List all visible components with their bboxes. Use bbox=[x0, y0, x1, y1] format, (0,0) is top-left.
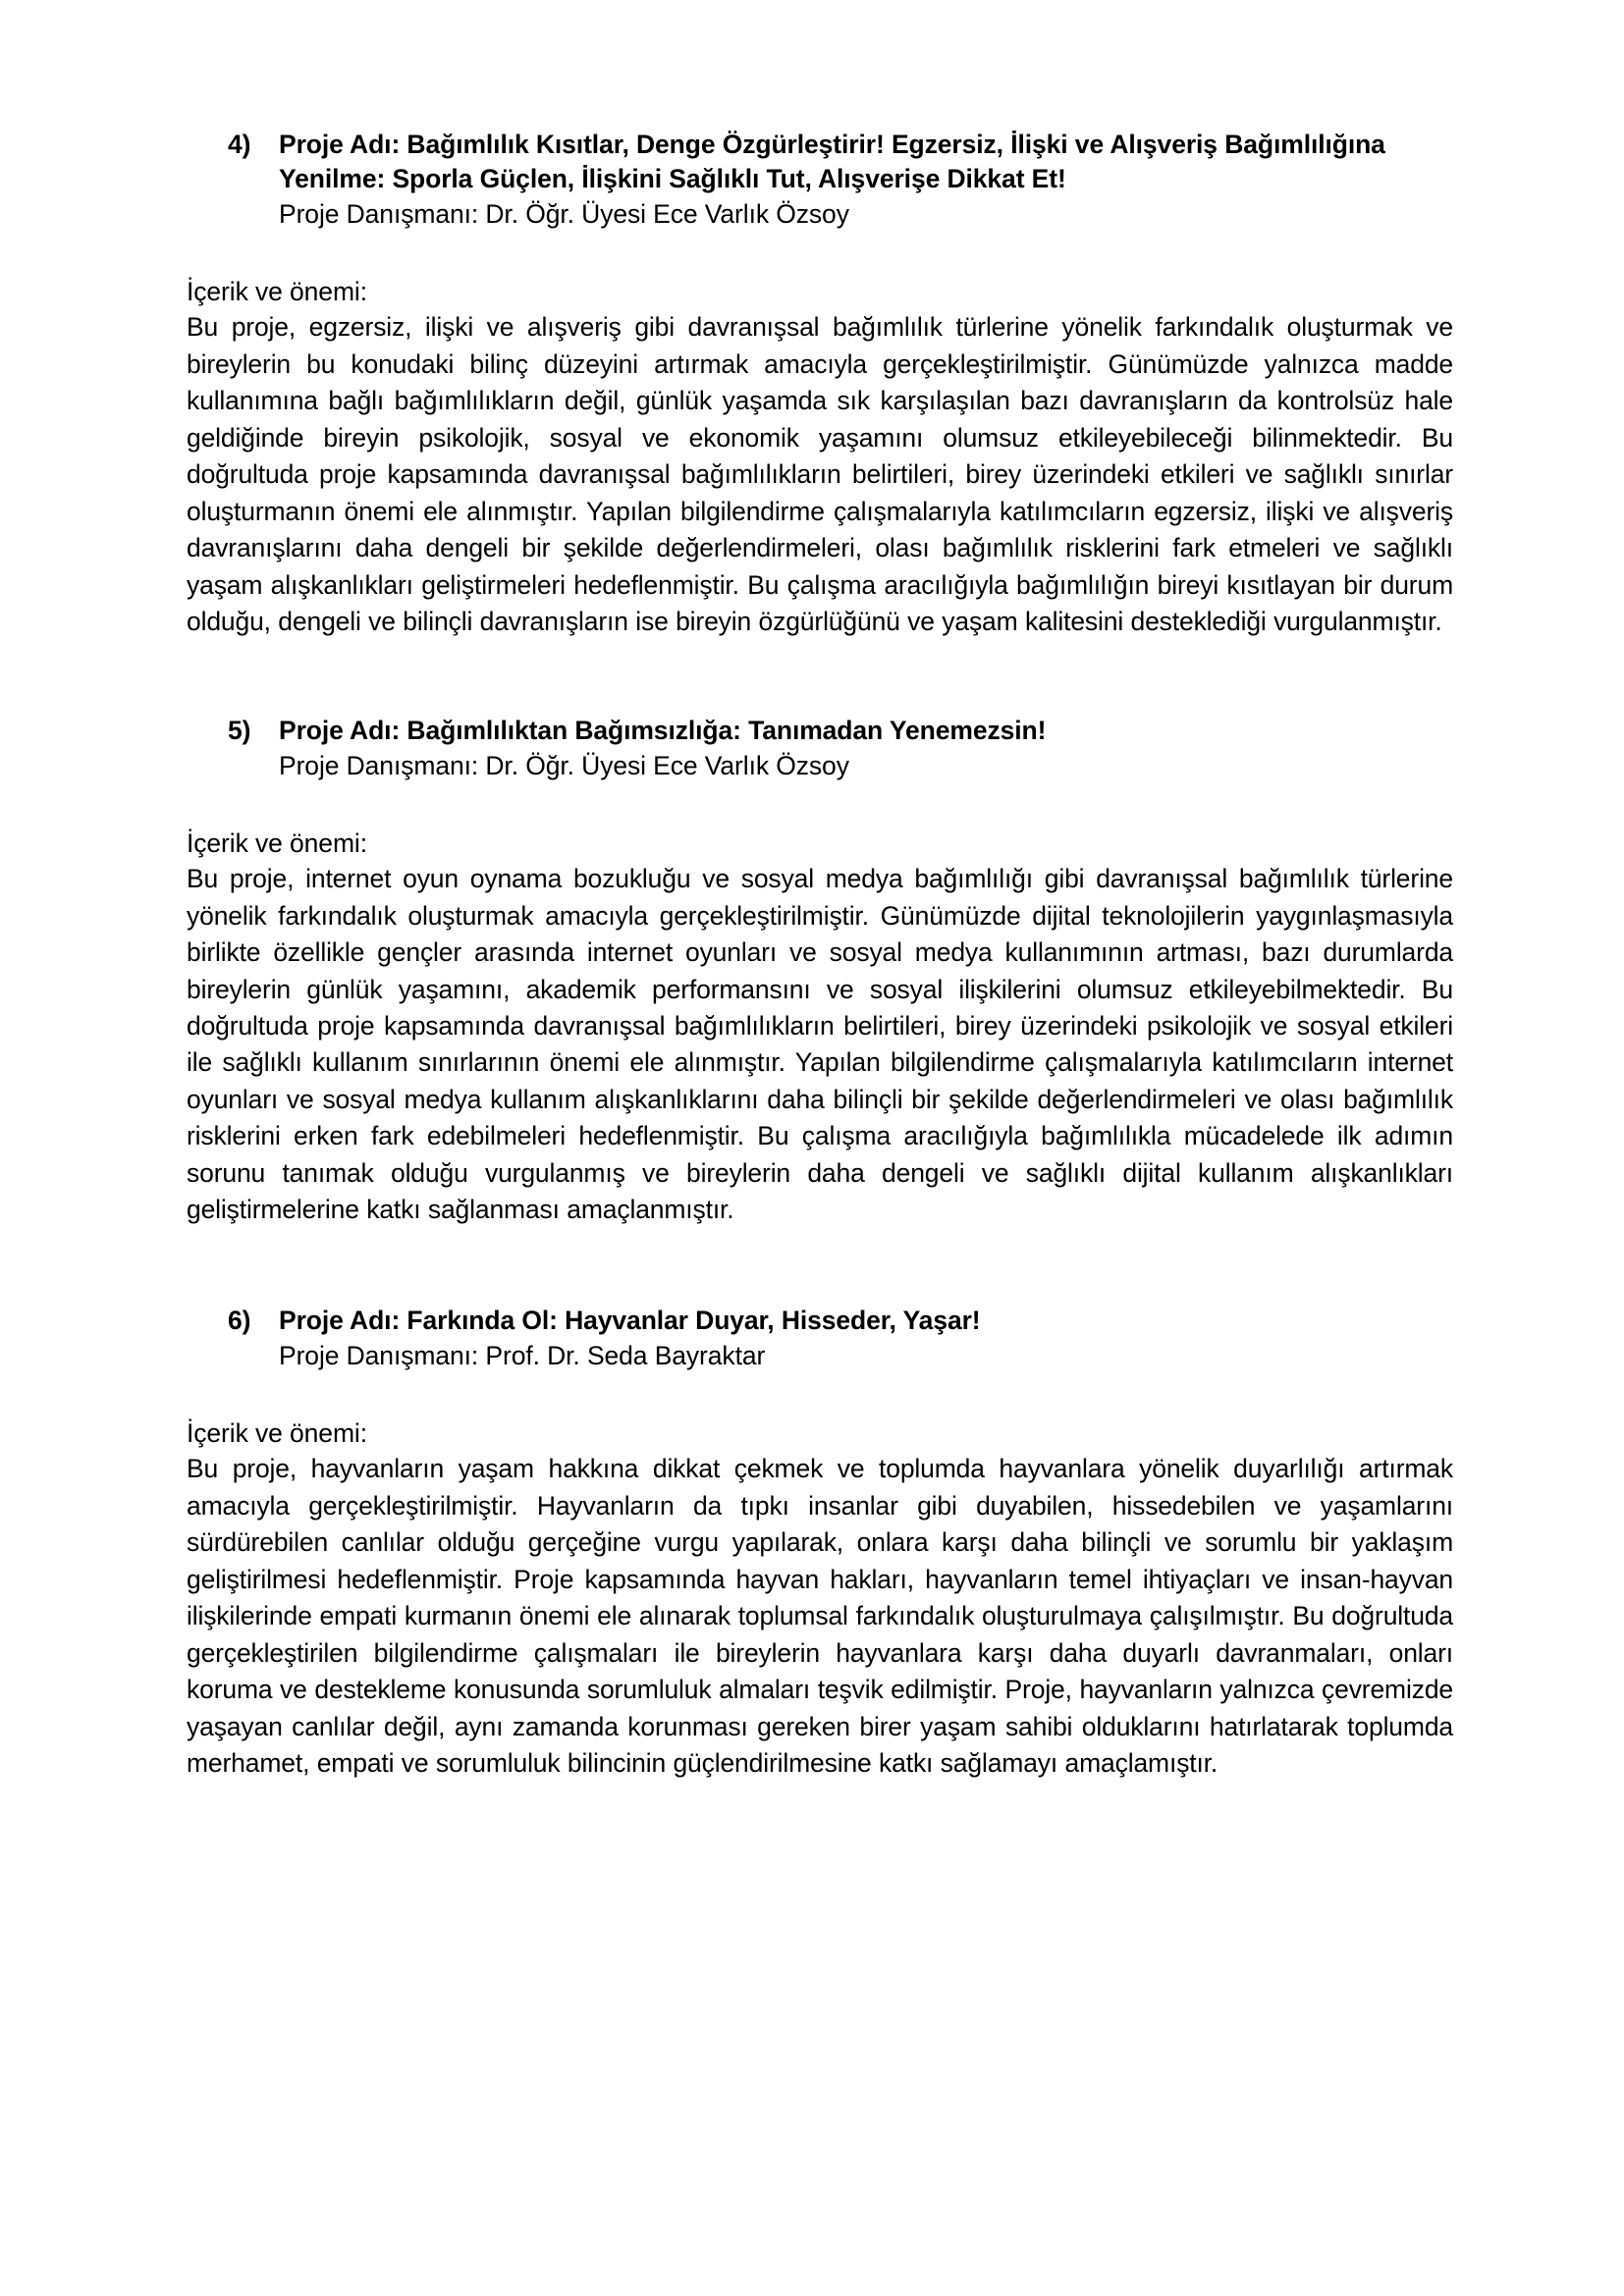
project-entry-4 bbox=[187, 128, 1453, 641]
project-body-text: Bu proje, hayvanların yaşam hakkına dikkat çekmek ve toplumda hayvanlara yönelik duyarlılığı artırmak amacıyla gerçekleştirilmiştir. Hayvanların da tıpkı insanlar gibi duyabilen, hissedebilen ve yaşamlarını sürdürebilen canlılar olduğu gerçeğine vurgu yapılarak, onlara karşı daha bilinçli ve sorumlu bir yaklaşım geliştirilmesi hedeflenmiştir. Proje kapsamında hayvan hakları, hayvanların temel ihtiyaçları ve insan-hayvan ilişkilerinde empati kurmanın önemi ele alınarak toplumsal farkındalık oluşturulmaya çalışılmıştır. Bu doğrultuda gerçekleştirilen bilgilendirme çalışmaları ile bireylerin hayvanlara karşı daha duyarlı davranmaları, onları koruma ve destekleme konusunda sorumluluk almaları teşvik edilmiştir. Proje, hayvanların yalnızca çevremizde yaşayan canlılar değil, aynı zamanda korunması gereken birer yaşam sahibi olduklarını hatırlatarak toplumda merhamet, empati ve sorumluluk bilincinin güçlendirilmesine katkı sağlamayı amaçlamıştır. bbox=[187, 1454, 1453, 1779]
project-heading bbox=[187, 714, 1453, 748]
project-title: Proje Adı: Bağımlılık Kısıtlar, Denge Özgürleştirir! Egzersiz, İlişki ve Alışveriş Bağımlılığına Yenilme: Sporla Güçlen, İlişkini Sağlıklı Tut, Alışverişe Dikkat Et! bbox=[279, 130, 1385, 194]
project-heading bbox=[187, 128, 1453, 196]
content-section-label: İçerik ve önemi: bbox=[187, 276, 367, 306]
project-body-text: Bu proje, internet oyun oynama bozukluğu ve sosyal medya bağımlılığı gibi davranışsal bağımlılık türlerine yönelik farkındalık oluşturmak amacıyla gerçekleştirilmiştir. Günümüzde dijital teknolojilerin yaygınlaşmasıyla birlikte özellikle gençler arasında internet oyunları ve sosyal medya kullanımının artması, bazı durumlarda bireylerin günlük yaşamını, akademik performansını ve sosyal ilişkilerini olumsuz etkileyebilmektedir. Bu doğrultuda proje kapsamında davranışsal bağımlılıkların belirtileri, birey üzerindeki psikolojik ve sosyal etkileri ile sağlıklı kullanım sınırlarının önemi ele alınmıştır. Yapılan bilgilendirme çalışmalarıyla katılımcıların internet oyunları ve sosyal medya kullanım alışkanlıklarını daha bilinçli bir şekilde değerlendirmeleri ve olası bağımlılık risklerini erken fark edebilmeleri hedeflenmiştir. Bu çalışma aracılığıyla bağımlılıkla mücadelede ilk adımın sorunu tanımak olduğu vurgulanmış ve bireylerin daha dengeli ve sağlıklı dijital kullanım alışkanlıkları geliştirmelerine katkı sağlanması amaçlanmıştır. bbox=[187, 864, 1453, 1225]
project-number: 6) bbox=[228, 1305, 251, 1335]
project-advisor: Proje Danışmanı: Dr. Öğr. Üyesi Ece Varlık Özsoy bbox=[279, 751, 849, 781]
project-number: 4) bbox=[228, 130, 251, 159]
project-number: 5) bbox=[228, 715, 251, 745]
project-heading bbox=[187, 1304, 1453, 1338]
project-body-text: Bu proje, egzersiz, ilişki ve alışveriş gibi davranışsal bağımlılık türlerine yönelik farkındalık oluşturmak ve bireylerin bu konudaki bilinç düzeyini artırmak amacıyla gerçekleştirilmiştir. Günümüzde yalnızca madde kullanımına bağlı bağımlılıkların değil, günlük yaşamda sık karşılaşılan bazı davranışların da kontrolsüz hale geldiğinde bireyin psikolojik, sosyal ve ekonomik yaşamını olumsuz etkileyebileceği bilinmektedir. Bu doğrultuda proje kapsamında davranışsal bağımlılıkların belirtileri, birey üzerindeki etkileri ve sağlıklı sınırlar oluşturmanın önemi ele alınmıştır. Yapılan bilgilendirme çalışmalarıyla katılımcıların egzersiz, ilişki ve alışveriş davranışlarını daha dengeli bir şekilde değerlendirmeleri, olası bağımlılık risklerini fark etmeleri ve sağlıklı yaşam alışkanlıkları geliştirmeleri hedeflenmiştir. Bu çalışma aracılığıyla bağımlılığın bireyi kısıtlayan bir durum olduğu, dengeli ve bilinçli davranışların ise bireyin özgürlüğünü ve yaşam kalitesini desteklediği vurgulanmıştır. bbox=[187, 312, 1453, 637]
project-title: Proje Adı: Farkında Ol: Hayvanlar Duyar, Hisseder, Yaşar! bbox=[279, 1305, 981, 1335]
project-title: Proje Adı: Bağımlılıktan Bağımsızlığa: Tanımadan Yenemezsin! bbox=[279, 715, 1047, 745]
project-entry-5 bbox=[187, 714, 1453, 1229]
project-advisor: Proje Danışmanı: Dr. Öğr. Üyesi Ece Varlık Özsoy bbox=[279, 199, 849, 230]
project-advisor: Proje Danışmanı: Prof. Dr. Seda Bayraktar bbox=[279, 1341, 766, 1371]
content-section-label: İçerik ve önemi: bbox=[187, 828, 367, 858]
document-body bbox=[187, 128, 1453, 1783]
content-section-label: İçerik ve önemi: bbox=[187, 1417, 367, 1448]
project-entry-6 bbox=[187, 1304, 1453, 1783]
